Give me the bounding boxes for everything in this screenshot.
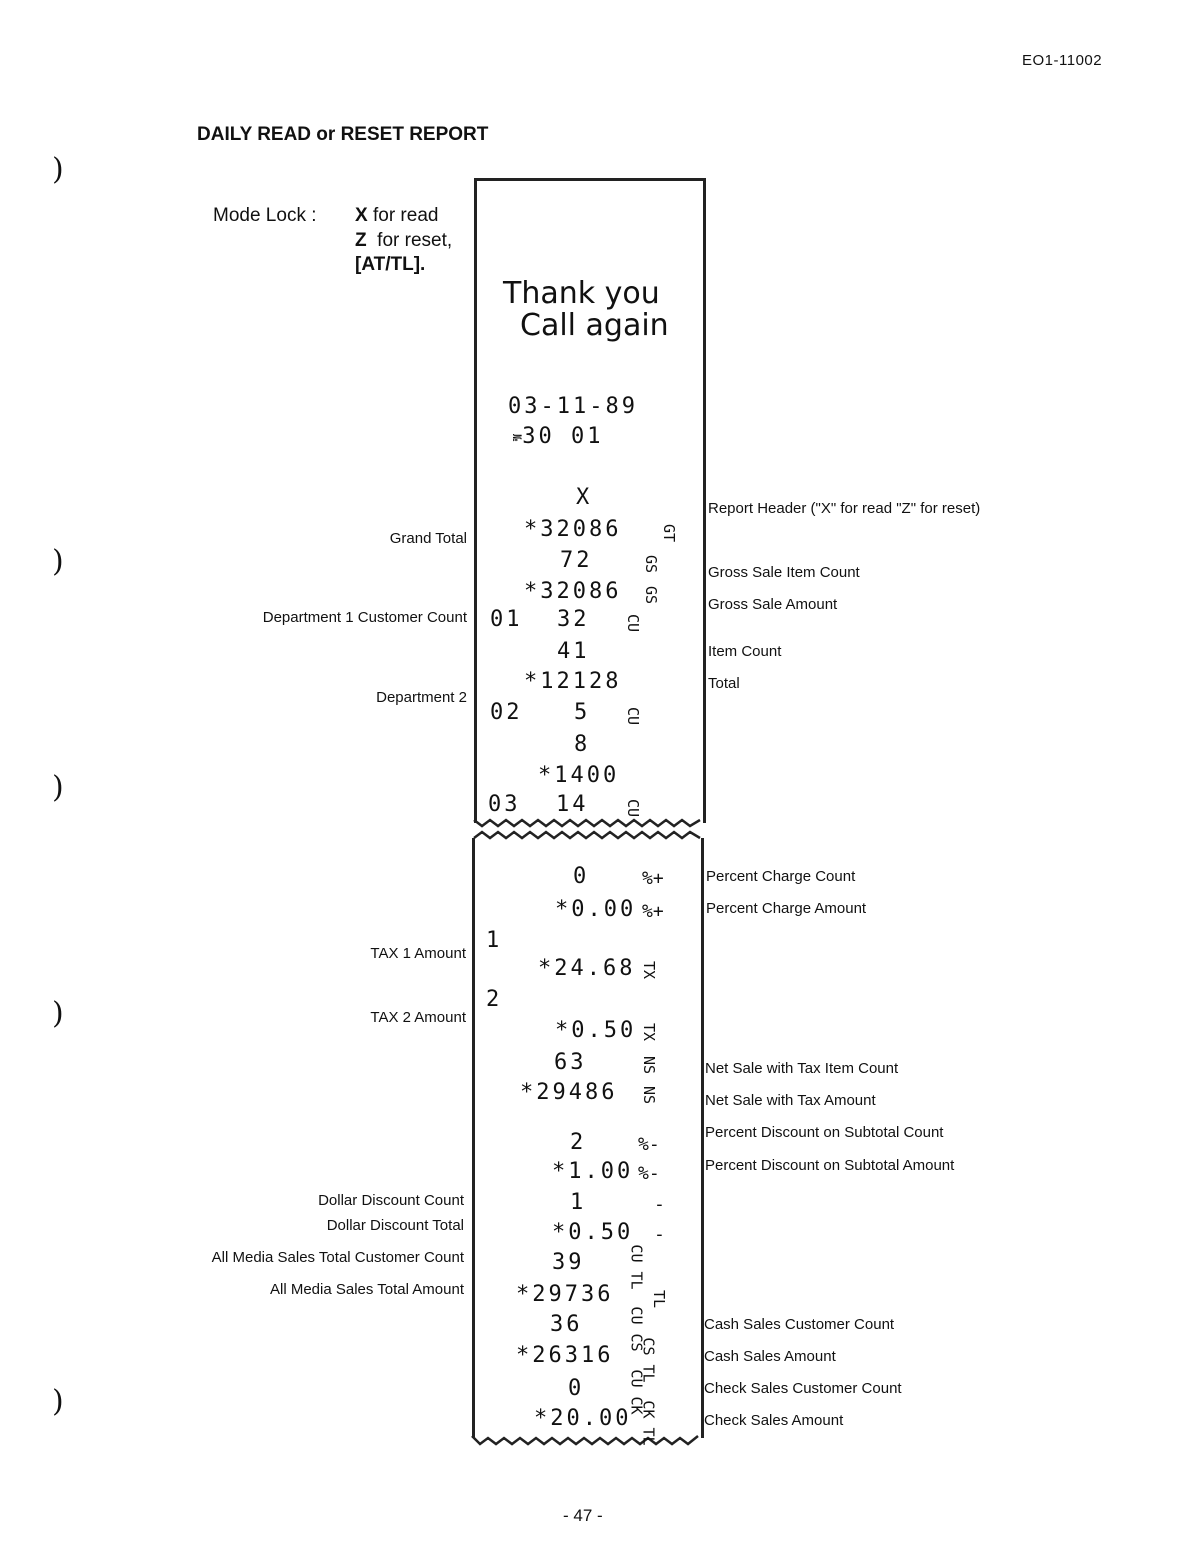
- label-cash-sales-count: Cash Sales Customer Count: [704, 1316, 895, 1333]
- label-dollar-discount-total: Dollar Discount Total: [326, 1217, 464, 1234]
- minus-symbol: -: [654, 1194, 665, 1215]
- thank-you-line: Thank you: [503, 276, 660, 311]
- call-again-line: Call again: [520, 308, 669, 343]
- tax2-amount-value: *0.50: [555, 1018, 637, 1043]
- label-percent-discount-count: Percent Discount on Subtotal Count: [705, 1124, 944, 1141]
- label-item-count: Item Count: [708, 643, 782, 660]
- dept1-item-count-value: 41: [557, 639, 590, 664]
- mode-lock-x: X for read: [355, 205, 439, 226]
- dept1-total-value: *12128: [524, 669, 622, 694]
- dept1-number: 01: [490, 607, 523, 632]
- cu-symbol: CU: [624, 798, 643, 818]
- percent-plus-symbol: %+: [642, 868, 664, 889]
- label-gross-sale-amount: Gross Sale Amount: [708, 596, 838, 613]
- label-dollar-discount-count: Dollar Discount Count: [318, 1192, 464, 1209]
- receipt-register: №30 01: [510, 424, 604, 449]
- cu-symbol: CU: [624, 706, 643, 726]
- gross-sale-count-value: 72: [560, 548, 593, 573]
- check-sales-count-value: 0: [568, 1376, 585, 1401]
- dollar-discount-count-value: 1: [570, 1190, 587, 1215]
- all-media-count-value: 39: [552, 1250, 585, 1275]
- ns-symbol: NS: [640, 1085, 659, 1105]
- register-symbol: №: [510, 433, 525, 445]
- tax2-number: 2: [486, 987, 503, 1012]
- check-sales-amount-value: *20.00: [534, 1406, 632, 1431]
- binder-mark: ): [52, 152, 64, 187]
- binder-mark: ): [52, 770, 64, 805]
- label-percent-discount-amount: Percent Discount on Subtotal Amount: [705, 1157, 955, 1174]
- percent-plus-symbol: %+: [642, 901, 664, 922]
- label-net-sale-count: Net Sale with Tax Item Count: [705, 1060, 899, 1077]
- dept3-number: 03: [488, 792, 521, 817]
- label-dept2: Department 2: [376, 689, 467, 706]
- receipt-date: 03-11-89: [508, 394, 638, 419]
- label-dept1-customer-count: Department 1 Customer Count: [262, 609, 467, 626]
- label-all-media-count: All Media Sales Total Customer Count: [211, 1249, 464, 1266]
- dollar-discount-total-value: *0.50: [552, 1220, 634, 1245]
- ns-symbol: NS: [640, 1055, 659, 1075]
- percent-discount-amount-value: *1.00: [552, 1159, 634, 1184]
- page-title: DAILY READ or RESET REPORT: [197, 124, 489, 145]
- all-media-amount-value: *29736: [516, 1282, 614, 1307]
- cs-tl-symbol: CS TL: [639, 1337, 658, 1383]
- dept2-customer-count-value: 5: [574, 700, 591, 725]
- grand-total-value: *32086: [524, 517, 622, 542]
- tax1-number: 1: [486, 928, 503, 953]
- label-all-media-amount: All Media Sales Total Amount: [270, 1281, 464, 1298]
- label-cash-sales-amount: Cash Sales Amount: [704, 1348, 836, 1365]
- ck-tl-symbol: CK TL: [639, 1400, 658, 1446]
- net-sale-amount-value: *29486: [520, 1080, 618, 1105]
- receipt-tear-edge-bottom: [470, 1430, 702, 1452]
- label-net-sale-amount: Net Sale with Tax Amount: [705, 1092, 876, 1109]
- net-sale-count-value: 63: [554, 1050, 587, 1075]
- cu-symbol: CU: [624, 613, 643, 633]
- percent-discount-count-value: 2: [570, 1130, 587, 1155]
- cash-sales-count-value: 36: [550, 1312, 583, 1337]
- cu-tl-symbol: CU TL: [627, 1244, 646, 1290]
- mode-lock-label: Mode Lock :: [213, 205, 317, 226]
- cu-ck-symbol: CU CK: [627, 1369, 646, 1415]
- dept2-total-value: *1400: [538, 763, 620, 788]
- gs-symbol: GS: [642, 585, 661, 605]
- label-percent-charge-count: Percent Charge Count: [706, 868, 856, 885]
- report-header-char: X: [576, 485, 593, 510]
- dept2-number: 02: [490, 700, 523, 725]
- label-grand-total: Grand Total: [389, 530, 467, 547]
- minus-symbol: -: [654, 1224, 665, 1245]
- label-report-header: Report Header ("X" for read "Z" for reset): [708, 500, 981, 517]
- mode-lock-z: Z for reset,: [355, 230, 453, 251]
- cu-cs-symbol: CU CS: [627, 1306, 646, 1352]
- document-number: EO1-11002: [1022, 52, 1103, 69]
- dept3-customer-count-value: 14: [556, 792, 589, 817]
- label-percent-charge-amount: Percent Charge Amount: [706, 900, 867, 917]
- percent-minus-symbol: %-: [638, 1134, 660, 1155]
- gt-symbol: GT: [660, 523, 679, 543]
- label-total: Total: [708, 675, 740, 692]
- label-tax2-amount: TAX 2 Amount: [370, 1009, 466, 1026]
- gs-symbol: GS: [642, 554, 661, 574]
- tl-symbol: TL: [650, 1289, 669, 1309]
- dept1-customer-count-value: 32: [557, 607, 590, 632]
- tx-symbol: TX: [640, 1022, 659, 1042]
- mode-lock-key: [AT/TL].: [355, 254, 426, 275]
- label-tax1-amount: TAX 1 Amount: [370, 945, 466, 962]
- label-check-sales-amount: Check Sales Amount: [704, 1412, 844, 1429]
- binder-mark: ): [52, 544, 64, 579]
- cash-sales-amount-value: *26316: [516, 1343, 614, 1368]
- tax1-amount-value: *24.68: [538, 956, 636, 981]
- percent-charge-amount-value: *0.00: [555, 897, 637, 922]
- binder-mark: ): [52, 1384, 64, 1419]
- tx-symbol: TX: [640, 960, 659, 980]
- percent-minus-symbol: %-: [638, 1163, 660, 1184]
- binder-mark: ): [52, 996, 64, 1031]
- label-gross-sale-count: Gross Sale Item Count: [708, 564, 860, 581]
- gross-sale-amount-value: *32086: [524, 579, 622, 604]
- dept2-item-count-value: 8: [574, 732, 591, 757]
- page-number: - 47 -: [563, 1506, 603, 1525]
- label-check-sales-count: Check Sales Customer Count: [704, 1380, 902, 1397]
- percent-charge-count-value: 0: [573, 864, 590, 889]
